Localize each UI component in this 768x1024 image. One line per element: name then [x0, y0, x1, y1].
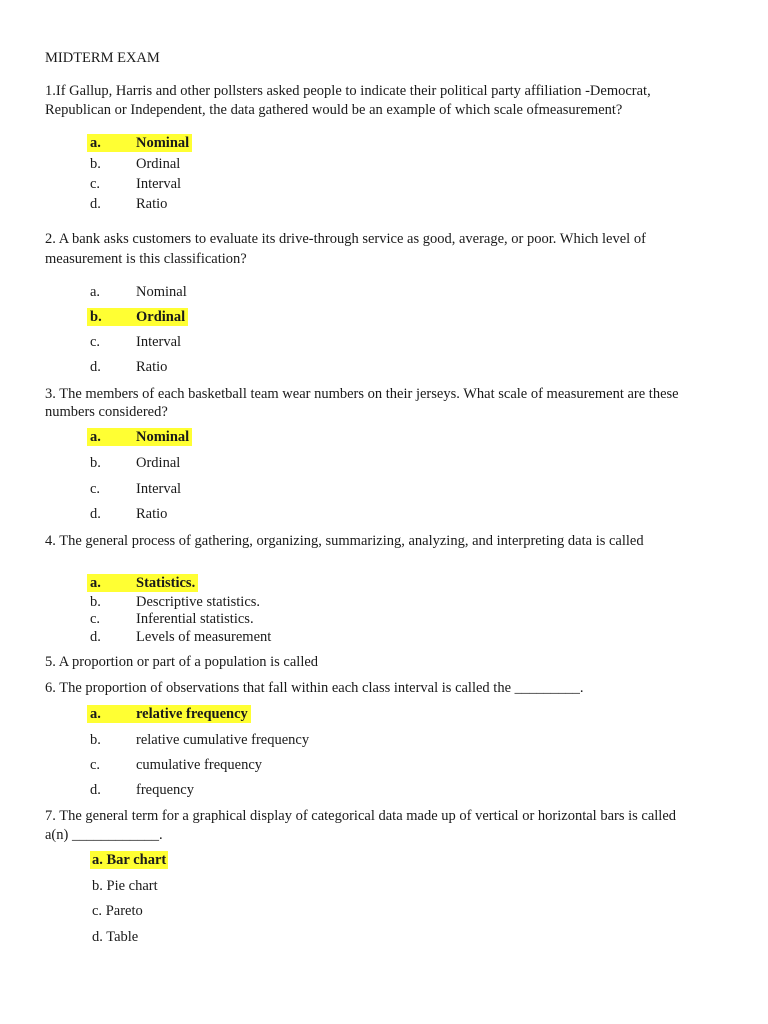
option-text: Descriptive statistics.: [136, 594, 261, 610]
option-text: Nominal: [136, 429, 190, 445]
question-text: a(n) ____________.: [45, 827, 163, 843]
option-text: cumulative frequency: [136, 757, 263, 773]
option-letter: c.: [90, 334, 101, 350]
option-letter: c.: [90, 481, 101, 497]
option-letter: b.: [90, 455, 101, 471]
option-letter: a.: [90, 706, 101, 722]
question-text: measurement is this classification?: [45, 251, 247, 267]
option-text: Bar chart: [106, 852, 167, 868]
option-text: Ratio: [136, 359, 168, 375]
option-text: Ratio: [136, 196, 168, 212]
answer-option: [90, 928, 140, 946]
option-letter: a.: [90, 575, 101, 591]
option-letter: a.: [92, 852, 107, 868]
option-letter: b.: [92, 878, 107, 894]
option-letter: c.: [92, 903, 106, 919]
option-letter: d.: [90, 782, 101, 798]
option-letter: c.: [90, 176, 101, 192]
option-text: Table: [106, 929, 139, 945]
option-text: Nominal: [136, 284, 187, 300]
option-letter: b.: [90, 156, 101, 172]
question-text: 3. The members of each basketball team wear numbers on their jerseys. What scale of measurement are these: [45, 386, 679, 402]
option-text: Ratio: [136, 506, 168, 522]
option-letter: d.: [90, 359, 101, 375]
answer-option: [90, 877, 160, 895]
option-letter: d.: [92, 929, 107, 945]
option-text: Pie chart: [106, 878, 158, 894]
question-text: 2. A bank asks customers to evaluate its drive-through service as good, average, or poor. Which level of: [45, 231, 646, 247]
option-letter: b.: [90, 594, 101, 610]
option-letter: d.: [90, 629, 101, 645]
option-text: relative frequency: [136, 706, 248, 722]
question-text: 6. The proportion of observations that fall within each class interval is called the _________.: [45, 680, 584, 696]
correct-answer-option: [90, 851, 168, 869]
option-text: Interval: [136, 481, 182, 497]
option-text: Ordinal: [136, 455, 181, 471]
option-text: Levels of measurement: [136, 629, 272, 645]
option-text: Interval: [136, 334, 182, 350]
option-text: frequency: [136, 782, 194, 798]
option-text: Inferential statistics.: [136, 611, 254, 627]
answer-option: [90, 902, 145, 920]
question-text: 1.If Gallup, Harris and other pollsters asked people to indicate their political party affiliation -Democrat,: [45, 83, 651, 99]
question-text: 7. The general term for a graphical display of categorical data made up of vertical or horizontal bars is called: [45, 808, 677, 824]
option-text: Nominal: [136, 135, 190, 151]
page-title: MIDTERM EXAM: [45, 50, 160, 66]
question-text: Republican or Independent, the data gathered would be an example of which scale ofmeasurement?: [45, 102, 623, 118]
option-letter: c.: [90, 757, 101, 773]
option-letter: d.: [90, 196, 101, 212]
option-letter: a.: [90, 284, 101, 300]
option-letter: a.: [90, 429, 101, 445]
option-letter: a.: [90, 135, 101, 151]
option-text: relative cumulative frequency: [136, 732, 310, 748]
option-letter: d.: [90, 506, 101, 522]
question-text: numbers considered?: [45, 404, 168, 420]
option-letter: b.: [90, 309, 102, 325]
option-text: Ordinal: [136, 309, 186, 325]
option-text: Pareto: [105, 903, 143, 919]
option-letter: b.: [90, 732, 101, 748]
option-letter: c.: [90, 611, 101, 627]
question-text: 5. A proportion or part of a population is called: [45, 654, 319, 670]
option-text: Ordinal: [136, 156, 181, 172]
option-text: Interval: [136, 176, 182, 192]
question-text: 4. The general process of gathering, organizing, summarizing, analyzing, and interpreting data is called: [45, 533, 644, 549]
option-text: Statistics.: [136, 575, 196, 591]
